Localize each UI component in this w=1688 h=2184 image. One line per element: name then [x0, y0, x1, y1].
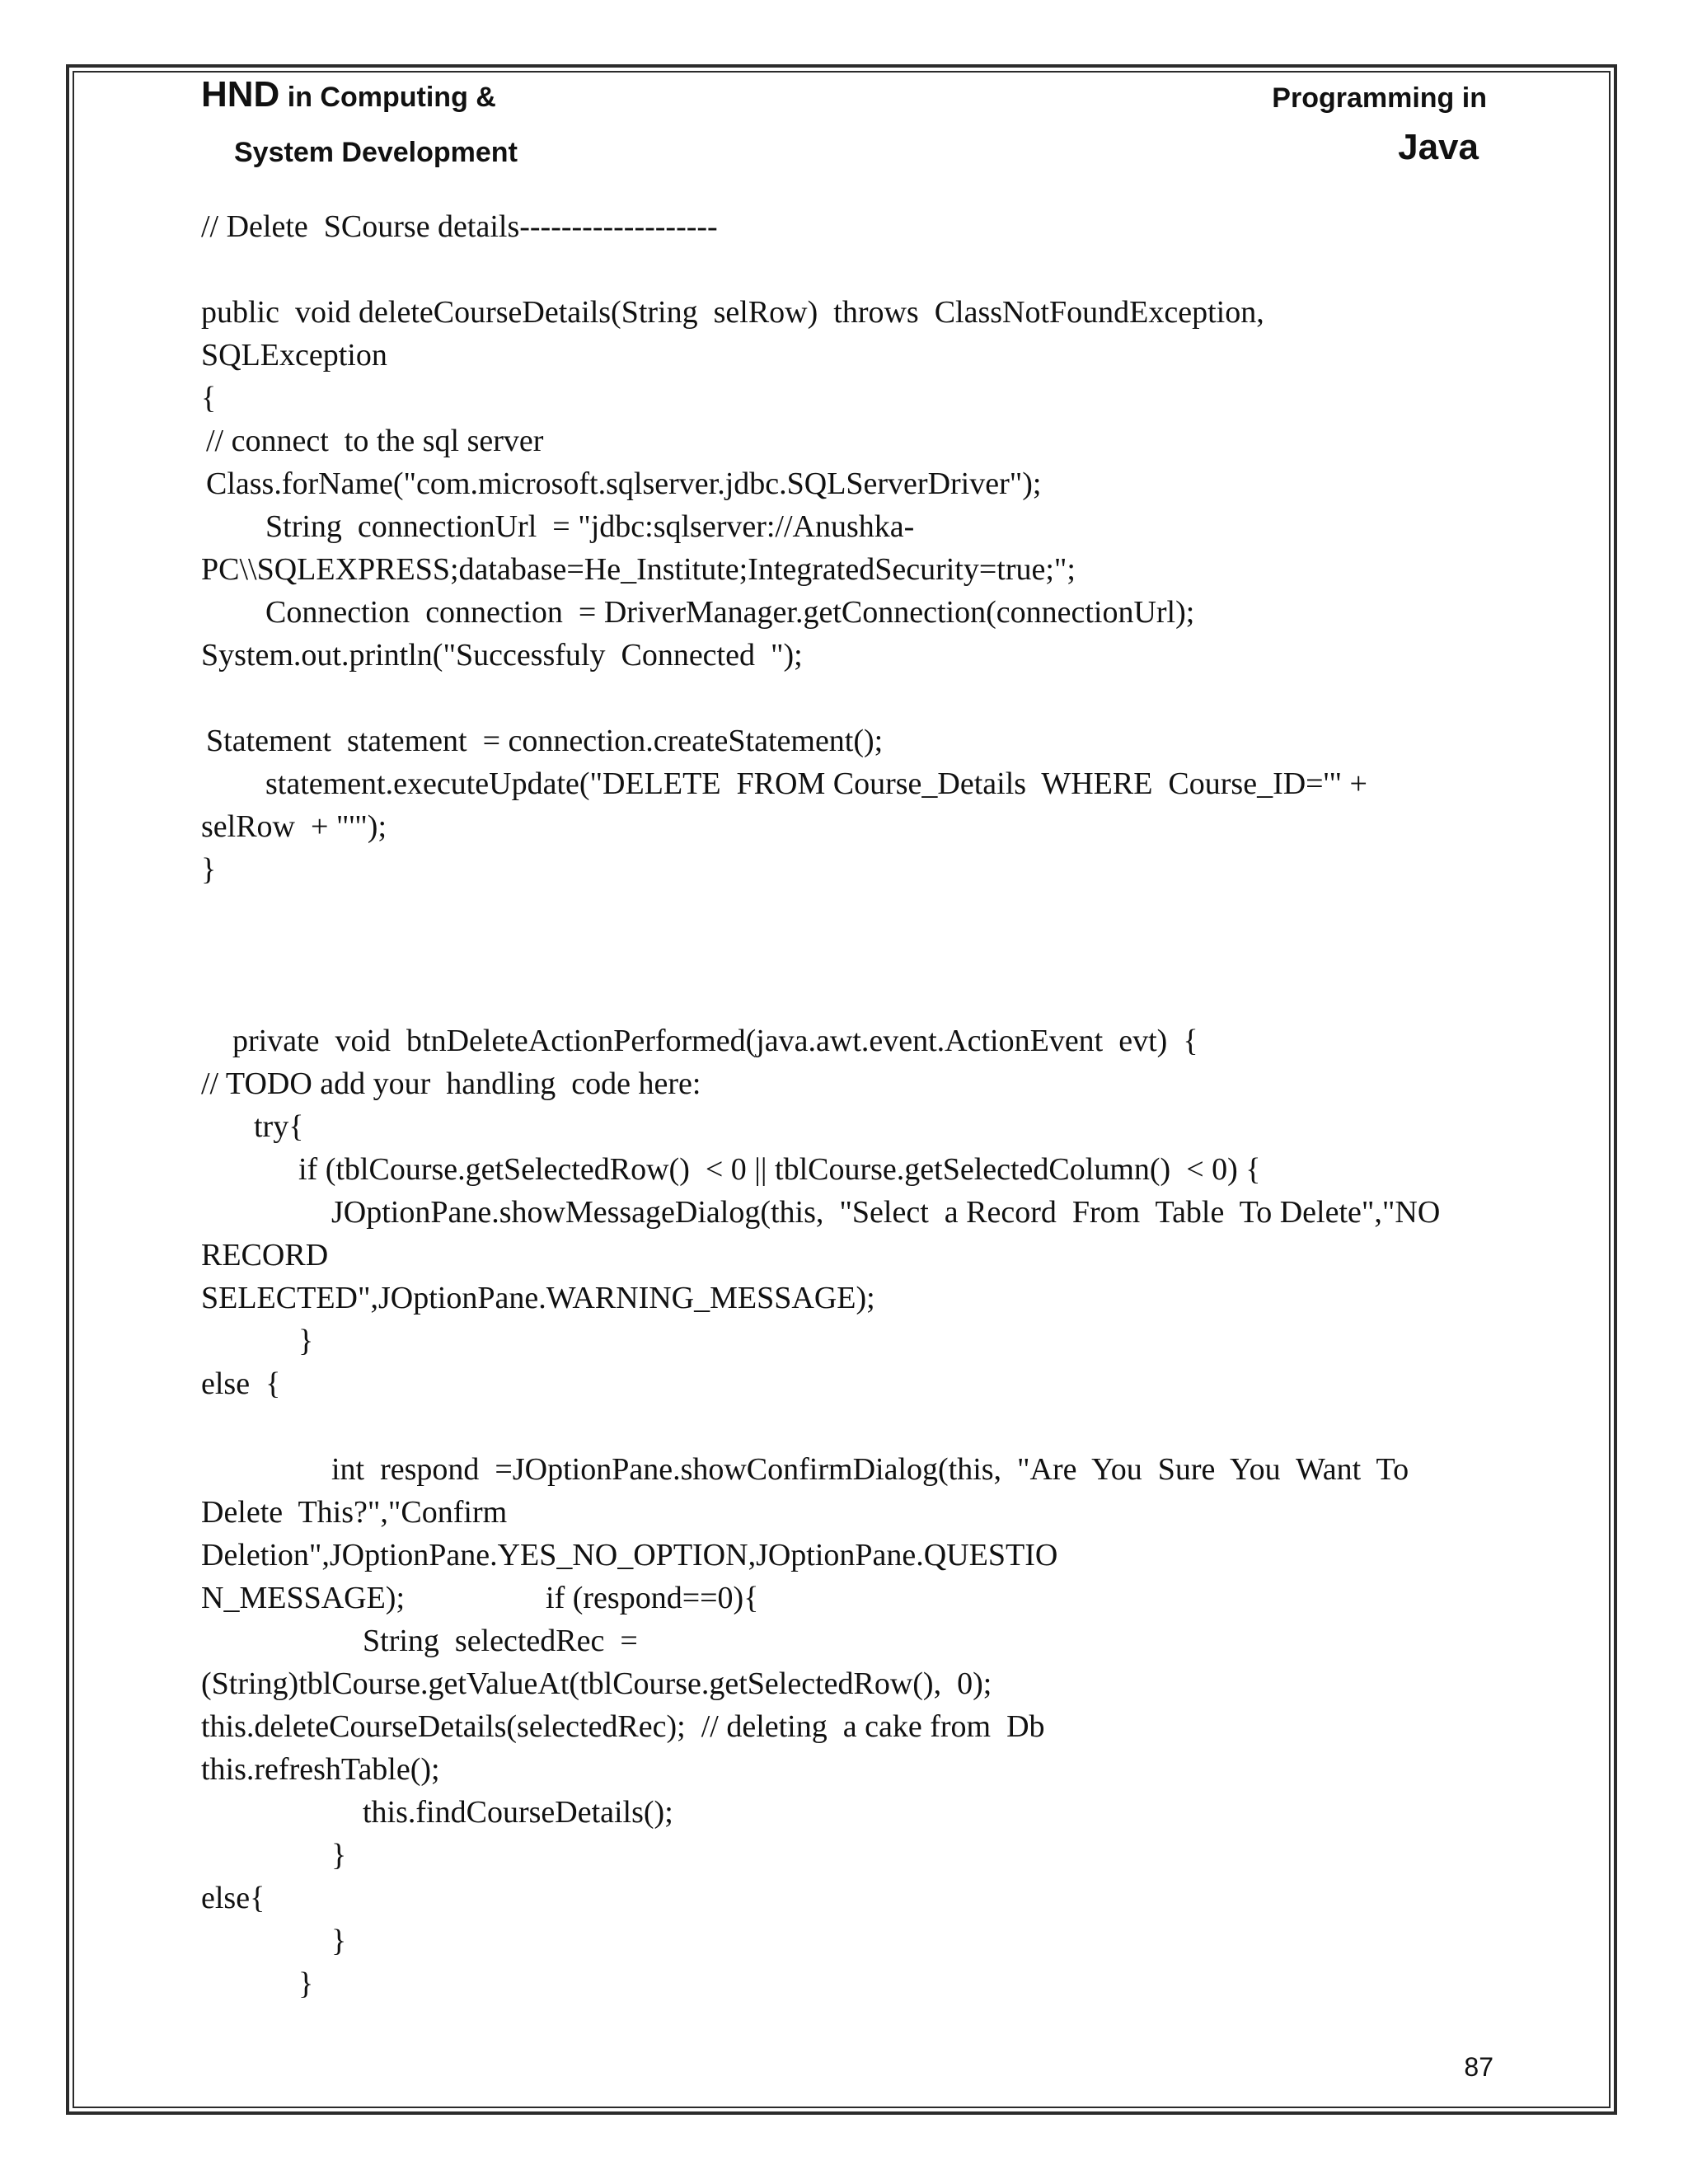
code-line: String selectedRec = — [363, 1624, 638, 1658]
code-line: } — [331, 1838, 347, 1872]
code-line: } — [298, 1966, 314, 2001]
page-number: 87 — [1464, 2052, 1493, 2082]
code-line: PC\\SQLEXPRESS;database=He_Institute;IntegratedSecurity=true;"; — [201, 552, 1076, 587]
code-line: (String)tblCourse.getValueAt(tblCourse.getSelectedRow(), 0); — [201, 1666, 992, 1701]
code-line: Connection connection = DriverManager.getConnection(connectionUrl); — [265, 595, 1195, 630]
code-line: String connectionUrl = "jdbc:sqlserver://Anushka- — [265, 509, 915, 544]
header-left-line2: System Development — [234, 137, 518, 168]
code-line: this.findCourseDetails(); — [363, 1795, 673, 1830]
code-line: // TODO add your handling code here: — [201, 1066, 701, 1101]
header-course: in Computing & — [279, 82, 496, 113]
code-line: N_MESSAGE); if (respond==0){ — [201, 1581, 759, 1615]
code-line: this.refreshTable(); — [201, 1752, 440, 1787]
code-line: Statement statement = connection.createStatement(); — [206, 724, 884, 758]
code-line: try{ — [254, 1109, 304, 1144]
code-line: else{ — [201, 1881, 265, 1915]
header-left-line1 — [201, 74, 496, 115]
code-line: RECORD — [201, 1238, 329, 1272]
code-line: Class.forName("com.microsoft.sqlserver.jdbc.SQLServerDriver"); — [206, 466, 1042, 501]
code-line: private void btnDeleteActionPerformed(java.awt.event.ActionEvent evt) { — [232, 1024, 1198, 1058]
code-line: SQLException — [201, 338, 387, 373]
code-line: SELECTED",JOptionPane.WARNING_MESSAGE); — [201, 1281, 875, 1315]
header-right-line2: Java — [1398, 127, 1479, 167]
code-line: JOptionPane.showMessageDialog(this, "Select a Record From Table To Delete","NO — [331, 1195, 1441, 1230]
code-line: System.out.println("Successfuly Connected "); — [201, 638, 803, 673]
code-line: selRow + "'"); — [201, 809, 387, 844]
header-right-line1: Programming in — [1272, 82, 1487, 114]
code-line: else { — [201, 1366, 281, 1401]
code-line: this.deleteCourseDetails(selectedRec); // deleting a cake from Db — [201, 1709, 1045, 1744]
code-line: { — [201, 381, 217, 415]
code-line: Deletion",JOptionPane.YES_NO_OPTION,JOptionPane.QUESTIO — [201, 1538, 1058, 1572]
code-line: } — [331, 1924, 347, 1958]
code-line: if (tblCourse.getSelectedRow() < 0 || tblCourse.getSelectedColumn() < 0) { — [298, 1152, 1261, 1187]
code-line: public void deleteCourseDetails(String selRow) throws ClassNotFoundException, — [201, 295, 1264, 330]
header-hnd: HND — [201, 74, 280, 115]
code-line: // connect to the sql server — [206, 424, 544, 458]
code-line: Delete This?","Confirm — [201, 1495, 508, 1530]
code-line: statement.executeUpdate("DELETE FROM Course_Details WHERE Course_ID='" + — [265, 766, 1367, 801]
code-line: // Delete SCourse details------------------- — [201, 209, 718, 244]
code-line: } — [201, 852, 217, 887]
code-line: int respond =JOptionPane.showConfirmDialog(this, "Are You Sure You Want To — [331, 1452, 1409, 1487]
code-line: } — [298, 1324, 314, 1358]
